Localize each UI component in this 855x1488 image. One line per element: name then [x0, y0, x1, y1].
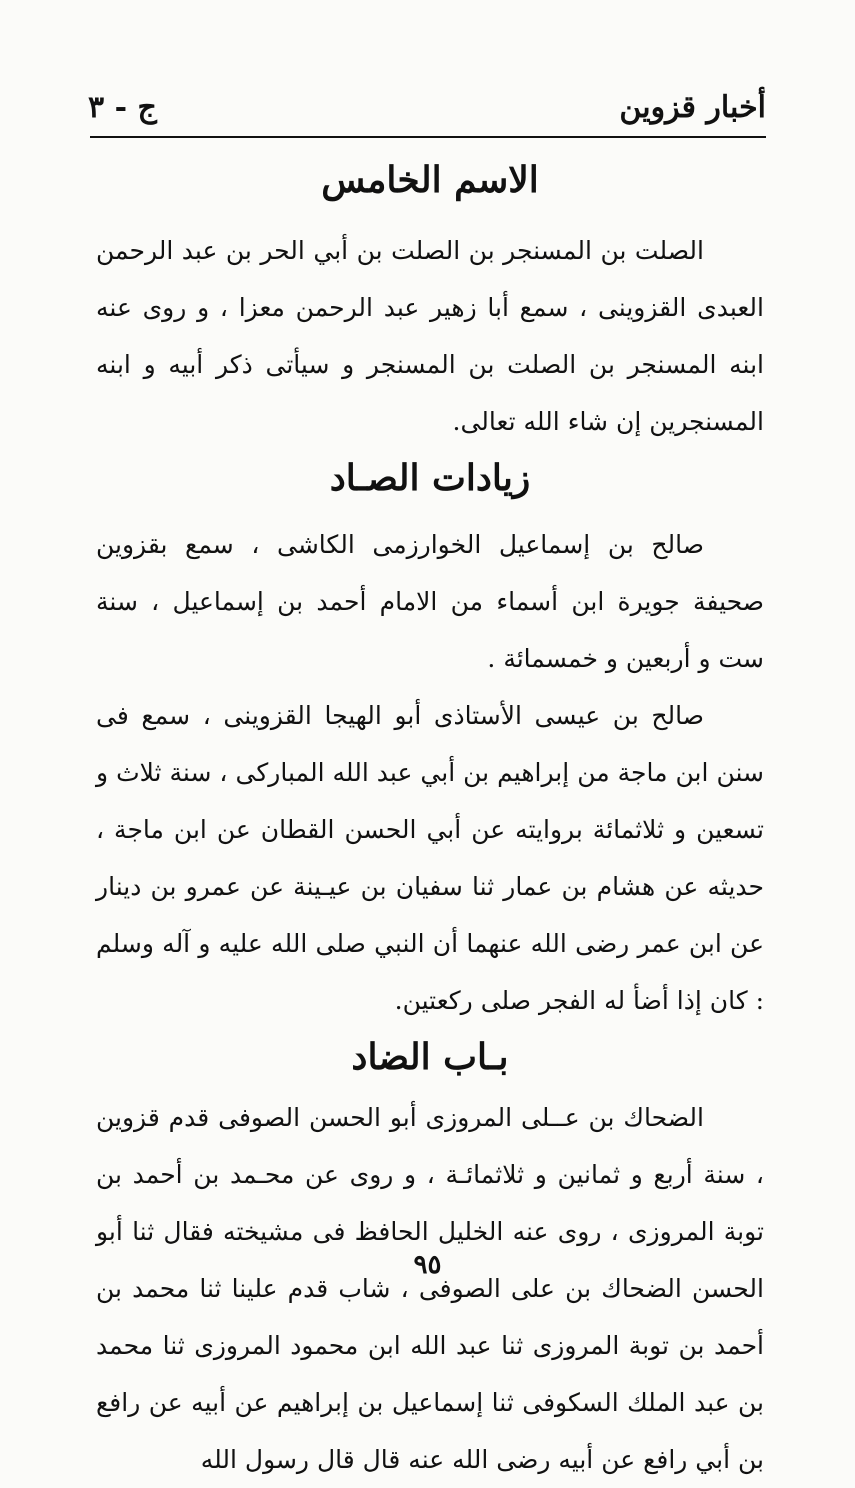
header-divider	[90, 136, 766, 138]
section-title-fifth-name: الاسم الخامس	[321, 159, 539, 201]
book-title: أخبار قزوين	[619, 90, 766, 125]
paragraph-salih-ibn-isa: صالح بن عيسى الأستاذى أبو الهيجا القزوينى ، سمع فى سنن ابن ماجة من إبراهيم بن أبي عبد الله المباركى ، سنة ثلاث و تسعين و ثلاثمائة بروايته عن أبي الحسن القطان عن ابن ماجة ، حديثه عن هشام بن عمار ثنا سفيان بن عيـينة عن عمرو بن دينار عن ابن عمر رضى الله عنهما أن النبي صلى الله عليه و آله وسلم : كان إذا أضأ له الفجر صلى ركعتين.	[96, 701, 764, 1015]
volume-label: ج - ٣	[88, 90, 157, 125]
page-number: ٩٥	[413, 1250, 442, 1280]
paragraph-salt-ibn-al-masanjar: الصلت بن المسنجر بن الصلت بن أبي الحر بن عبد الرحمن العبدى القزوينى ، سمع أبا زهير عبد الرحمن معزا ، و روى عنه ابنه المسنجر بن الصلت بن المسنجر و سيأتى ذكر أبيه و ابنه المسنجرين إن شاء الله تعالى.	[96, 236, 764, 436]
section-title-sad-additions: زيادات الصـاد	[329, 457, 531, 499]
section-title-chapter-dad: بـاب الضاد	[351, 1036, 509, 1078]
running-header	[88, 88, 766, 132]
page-body	[96, 148, 764, 1488]
paragraph-salih-ibn-ismail: صالح بن إسماعيل الخوارزمى الكاشى ، سمع بقزوين صحيفة جويرة ابن أسماء من الامام أحمد بن إسماعيل ، سنة ست و أربعين و خمسمائة .	[96, 530, 764, 673]
paragraph-dahhak-ibn-ali: الضحاك بن عــلى المروزى أبو الحسن الصوفى قدم قزوين ، سنة أربع و ثمانين و ثلاثمائـة ، و روى عن محـمد بن أحمد بن توبة المروزى ، روى عنه الخليل الحافظ فى مشيخته فقال ثنا أبو الحسن الضحاك بن على الصوفى ، شاب قدم علينا ثنا محمد بن أحمد بن توبة المروزى ثنا عبد الله ابن محمود المروزى ثنا محمد بن عبد الملك السكوفى ثنا إسماعيل بن إبراهيم عن أبيه عن رافع بن أبي رافع عن أبيه رضى الله عنه قال قال رسول الله	[96, 1103, 764, 1474]
